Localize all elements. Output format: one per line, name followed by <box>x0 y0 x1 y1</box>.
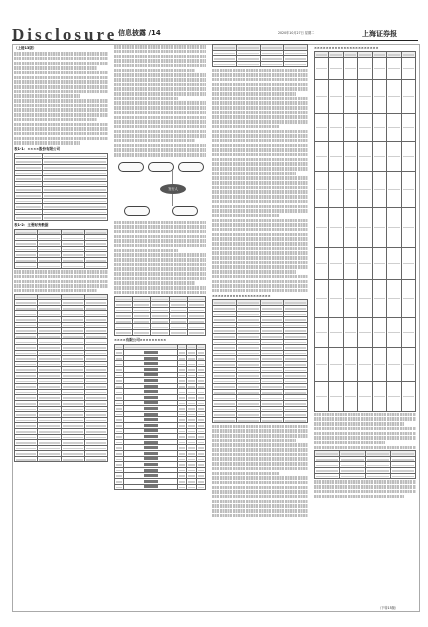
section-title <box>118 28 161 38</box>
text-block <box>114 45 206 156</box>
financial-table <box>14 229 108 269</box>
col4-table-title: ×××××××××××××××××××××× <box>314 46 379 50</box>
diagram-node <box>178 162 204 172</box>
issue-date: 2020年10月27日 星期二 <box>278 31 315 35</box>
table1-title: 表1-1：××××股份有限公司 <box>14 146 61 151</box>
text-block <box>14 270 108 292</box>
newspaper-brand: 上海证券报 <box>362 29 397 38</box>
section-name: 信息披露 <box>118 29 146 37</box>
diagram-node <box>172 206 198 216</box>
column-1 <box>14 44 108 606</box>
page-number: /14 <box>148 29 161 37</box>
top-table <box>212 44 308 67</box>
column-3 <box>212 44 308 606</box>
text-block <box>114 221 206 295</box>
top-rule <box>12 40 418 41</box>
masthead <box>0 0 428 44</box>
col3-table-title: ×××××××××××××××××××× <box>212 294 271 299</box>
text-block <box>212 425 308 518</box>
ownership-diagram <box>114 160 206 218</box>
company-info-table <box>14 153 108 221</box>
summary-table <box>114 296 206 336</box>
bottom-table <box>314 450 416 479</box>
brand-logo-table <box>114 344 206 490</box>
data-table <box>14 294 108 463</box>
project-table <box>314 51 416 412</box>
diagram-node <box>118 162 144 172</box>
column-4 <box>314 44 416 606</box>
diagram-node <box>124 206 150 216</box>
text-block <box>14 52 108 145</box>
text-block <box>212 69 308 293</box>
column-2 <box>114 44 206 606</box>
table2-title: 表1-2：主要财务数据 <box>14 222 49 227</box>
financial-summary-table <box>212 299 308 423</box>
continued-to: （下转15版） <box>378 606 398 610</box>
text-block <box>314 480 416 498</box>
brand-table-title: ××××有限公司××××××××× <box>114 337 167 342</box>
diagram-hub: 发行人 <box>160 184 186 194</box>
continued-from: （上接13版） <box>14 46 37 50</box>
text-block <box>314 413 416 449</box>
disclosure-logo: Disclosure <box>12 25 118 44</box>
diagram-node <box>148 162 174 172</box>
